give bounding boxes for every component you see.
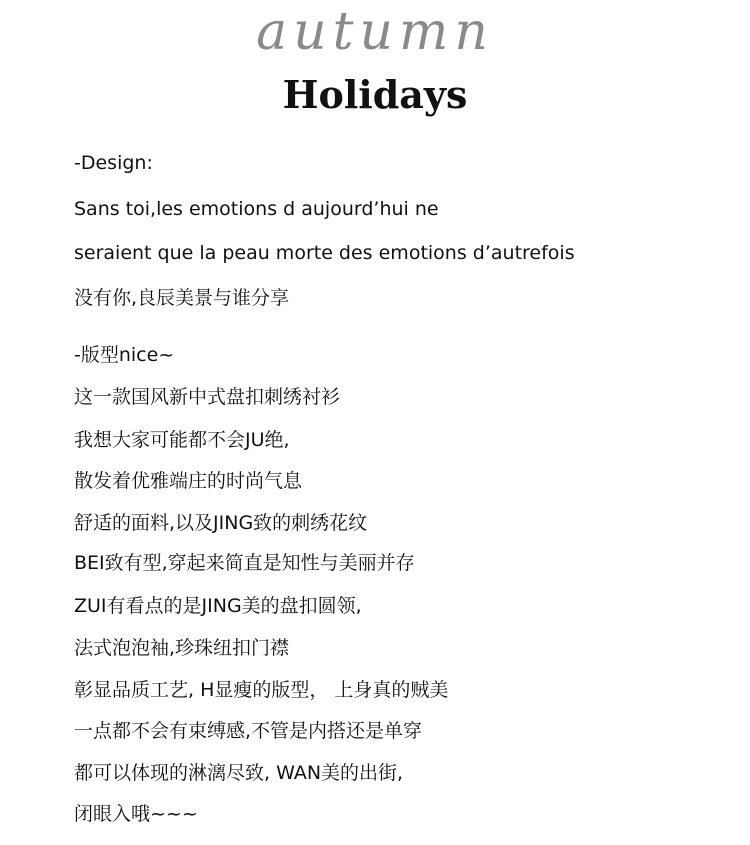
text-line: BEI致有型,穿起来简直是知性与美丽并存 <box>74 552 415 574</box>
text-line: ZUI有看点的是JING美的盘扣圆领, <box>74 595 362 617</box>
text-line: 散发着优雅端庄的时尚气息 <box>74 470 303 492</box>
text-line: 法式泡泡袖,珍珠纽扣门襟 <box>74 637 290 659</box>
text-line: 我想大家可能都不会JU绝, <box>74 429 290 451</box>
text-line: 舒适的面料,以及JING致的刺绣花纹 <box>74 512 368 534</box>
text-line: 都可以体现的淋漓尽致, WAN美的出街, <box>74 762 404 784</box>
script-title: autumn <box>256 2 494 62</box>
fit-heading: -版型nice~ <box>74 344 175 366</box>
text-line: 没有你,良辰美景与谁分享 <box>74 287 290 309</box>
page-title: Holidays <box>282 72 468 117</box>
text-line: seraient que la peau morte des emotions d’autrefois <box>74 242 575 264</box>
text-line: 一点都不会有束缚感,不管是内搭还是单穿 <box>74 720 423 742</box>
text-line: 这一款国风新中式盘扣刺绣衬衫 <box>74 386 341 408</box>
text-line: 闭眼入哦~~~ <box>74 803 198 825</box>
design-heading: -Design: <box>74 152 153 174</box>
text-line: 彰显品质工艺, H显瘦的版型， 上身真的贼美 <box>74 679 449 701</box>
text-line: Sans toi,les emotions d aujourd’hui ne <box>74 198 439 220</box>
